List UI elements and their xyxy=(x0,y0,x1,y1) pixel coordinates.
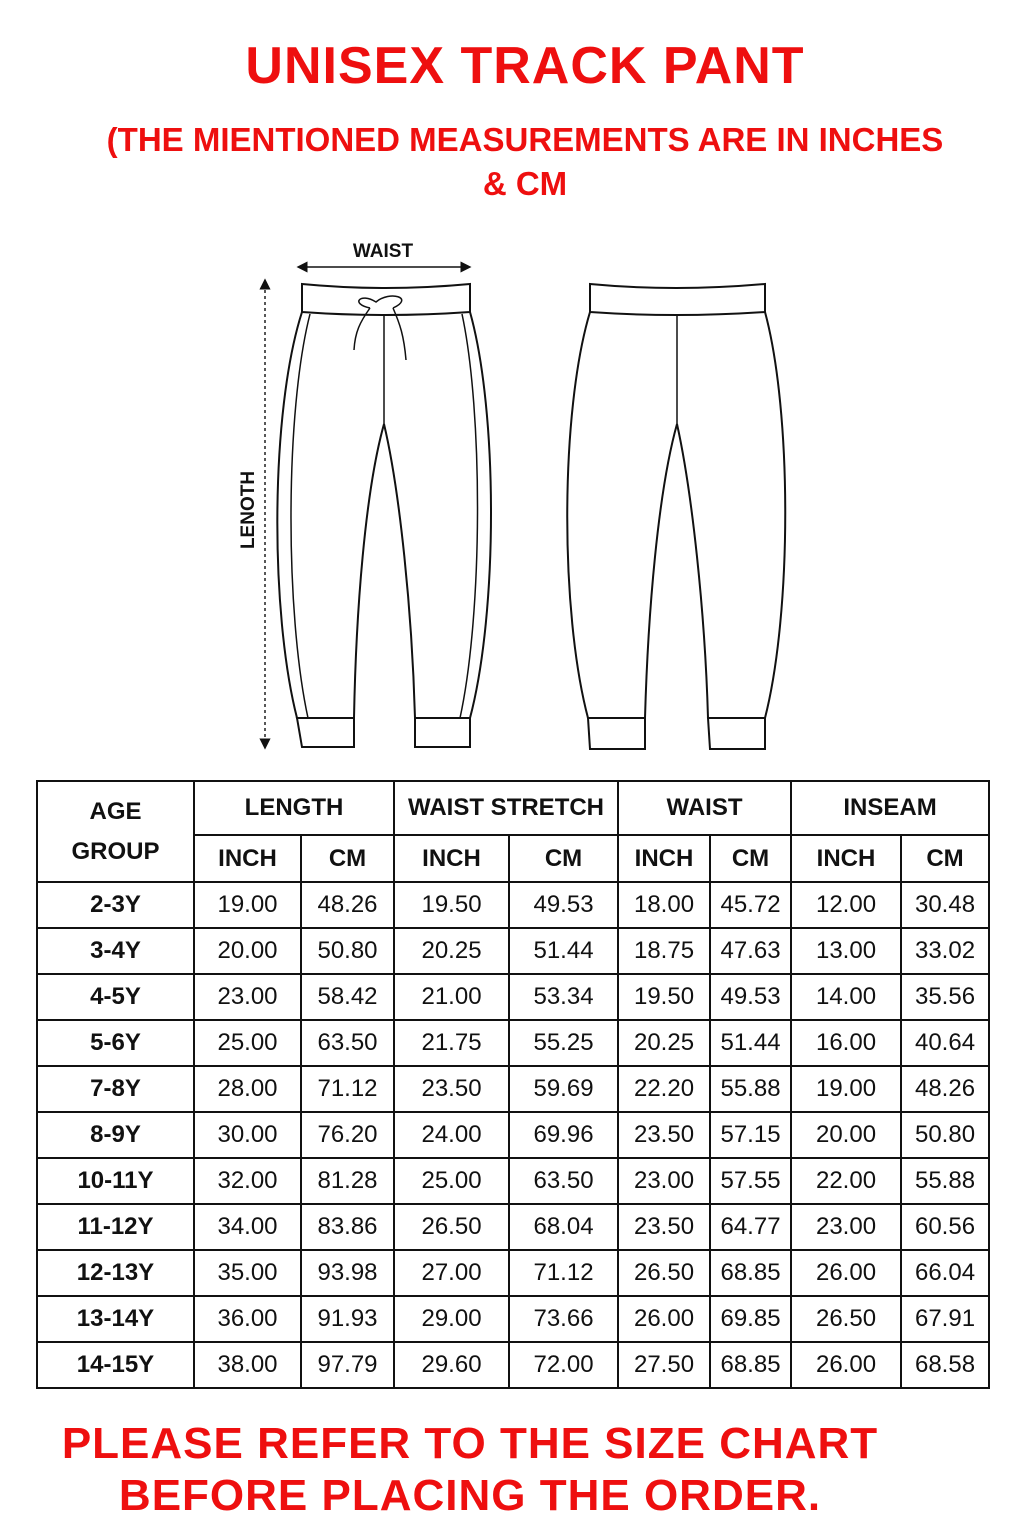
measurement-cell: 14.00 xyxy=(791,974,901,1020)
measurement-cell: 26.00 xyxy=(791,1250,901,1296)
measurement-cell: 20.25 xyxy=(394,928,509,974)
unit-header: INCH xyxy=(394,835,509,882)
measurement-cell: 59.69 xyxy=(509,1066,618,1112)
age-group-cell: 5-6Y xyxy=(37,1020,194,1066)
table-row xyxy=(37,882,989,928)
measurement-cell: 91.93 xyxy=(301,1296,394,1342)
measurement-cell: 19.00 xyxy=(194,882,301,928)
measurement-cell: 71.12 xyxy=(301,1066,394,1112)
measurement-cell: 83.86 xyxy=(301,1204,394,1250)
measurement-cell: 22.20 xyxy=(618,1066,710,1112)
measurement-cell: 18.00 xyxy=(618,882,710,928)
table-row xyxy=(37,1342,989,1388)
measurement-cell: 25.00 xyxy=(394,1158,509,1204)
measurement-cell: 27.50 xyxy=(618,1342,710,1388)
measurement-cell: 23.00 xyxy=(618,1158,710,1204)
unit-header: CM xyxy=(901,835,989,882)
measurement-cell: 51.44 xyxy=(509,928,618,974)
unit-header: INCH xyxy=(791,835,901,882)
unit-header: CM xyxy=(710,835,791,882)
measurement-cell: 50.80 xyxy=(301,928,394,974)
measurement-cell: 20.25 xyxy=(618,1020,710,1066)
measurement-cell: 19.50 xyxy=(618,974,710,1020)
measurement-cell: 93.98 xyxy=(301,1250,394,1296)
measurement-cell: 26.00 xyxy=(618,1296,710,1342)
size-chart-body xyxy=(37,882,989,1388)
measurement-cell: 69.96 xyxy=(509,1112,618,1158)
measurement-cell: 58.42 xyxy=(301,974,394,1020)
measurement-cell: 27.00 xyxy=(394,1250,509,1296)
measurement-cell: 51.44 xyxy=(710,1020,791,1066)
measurement-cell: 20.00 xyxy=(194,928,301,974)
age-group-header-line2: GROUP xyxy=(71,837,160,865)
measurement-cell: 73.66 xyxy=(509,1296,618,1342)
measurement-cell: 55.88 xyxy=(710,1066,791,1112)
age-group-cell: 12-13Y xyxy=(37,1250,194,1296)
measurement-cell: 60.56 xyxy=(901,1204,989,1250)
measurement-note-line2: & CM xyxy=(482,165,568,202)
measurement-cell: 40.64 xyxy=(901,1020,989,1066)
order-notice-line2: BEFORE PLACING THE ORDER. xyxy=(118,1471,822,1520)
length-header: LENGTH xyxy=(194,781,394,835)
measurement-cell: 28.00 xyxy=(194,1066,301,1112)
measurement-cell: 21.00 xyxy=(394,974,509,1020)
measurement-cell: 47.63 xyxy=(710,928,791,974)
measurement-cell: 30.00 xyxy=(194,1112,301,1158)
measurement-cell: 12.00 xyxy=(791,882,901,928)
measurement-cell: 76.20 xyxy=(301,1112,394,1158)
measurement-cell: 69.85 xyxy=(710,1296,791,1342)
measurement-cell: 13.00 xyxy=(791,928,901,974)
measurement-cell: 63.50 xyxy=(509,1158,618,1204)
measurement-cell: 26.50 xyxy=(791,1296,901,1342)
page-title: UNISEX TRACK PANT xyxy=(245,37,805,95)
table-row xyxy=(37,1250,989,1296)
table-row xyxy=(37,928,989,974)
measurement-cell: 23.00 xyxy=(791,1204,901,1250)
measurement-cell: 35.00 xyxy=(194,1250,301,1296)
measurement-cell: 19.50 xyxy=(394,882,509,928)
measurement-cell: 50.80 xyxy=(901,1112,989,1158)
front-pant-outline xyxy=(277,284,491,747)
measurement-cell: 36.00 xyxy=(194,1296,301,1342)
unit-header: CM xyxy=(301,835,394,882)
measurement-cell: 68.04 xyxy=(509,1204,618,1250)
measurement-cell: 22.00 xyxy=(791,1158,901,1204)
measurement-cell: 68.58 xyxy=(901,1342,989,1388)
age-group-cell: 2-3Y xyxy=(37,882,194,928)
measurement-cell: 35.56 xyxy=(901,974,989,1020)
table-row xyxy=(37,1158,989,1204)
table-row xyxy=(37,1112,989,1158)
measurement-cell: 32.00 xyxy=(194,1158,301,1204)
measurement-cell: 53.34 xyxy=(509,974,618,1020)
measurement-cell: 55.88 xyxy=(901,1158,989,1204)
unit-header: INCH xyxy=(194,835,301,882)
measurement-cell: 23.50 xyxy=(618,1112,710,1158)
age-group-cell: 14-15Y xyxy=(37,1342,194,1388)
measurement-cell: 26.50 xyxy=(394,1204,509,1250)
measurement-cell: 23.50 xyxy=(618,1204,710,1250)
measurement-cell: 81.28 xyxy=(301,1158,394,1204)
age-group-cell: 10-11Y xyxy=(37,1158,194,1204)
header-row-groups xyxy=(37,781,989,835)
length-label: LENOTH xyxy=(238,470,259,550)
table-row xyxy=(37,1296,989,1342)
measurement-cell: 49.53 xyxy=(509,882,618,928)
measurement-cell: 72.00 xyxy=(509,1342,618,1388)
age-group-header-line1: AGE xyxy=(89,797,142,825)
measurement-cell: 18.75 xyxy=(618,928,710,974)
measurement-cell: 33.02 xyxy=(901,928,989,974)
measurement-cell: 38.00 xyxy=(194,1342,301,1388)
order-notice-line1: PLEASE REFER TO THE SIZE CHART xyxy=(61,1419,879,1468)
measurement-cell: 23.50 xyxy=(394,1066,509,1112)
measurement-cell: 68.85 xyxy=(710,1342,791,1388)
pant-diagram xyxy=(230,232,800,762)
measurement-cell: 25.00 xyxy=(194,1020,301,1066)
pant-diagram-svg xyxy=(230,232,800,762)
measurement-cell: 66.04 xyxy=(901,1250,989,1296)
table-row xyxy=(37,1066,989,1112)
measurement-cell: 57.55 xyxy=(710,1158,791,1204)
measurement-cell: 24.00 xyxy=(394,1112,509,1158)
measurement-cell: 57.15 xyxy=(710,1112,791,1158)
age-group-cell: 4-5Y xyxy=(37,974,194,1020)
measurement-cell: 26.50 xyxy=(618,1250,710,1296)
back-pant-outline xyxy=(567,284,785,749)
measurement-cell: 71.12 xyxy=(509,1250,618,1296)
measurement-cell: 16.00 xyxy=(791,1020,901,1066)
measurement-cell: 45.72 xyxy=(710,882,791,928)
order-notice xyxy=(50,1418,890,1522)
waist-header: WAIST xyxy=(618,781,791,835)
measurement-cell: 68.85 xyxy=(710,1250,791,1296)
measurement-cell: 67.91 xyxy=(901,1296,989,1342)
measurement-note xyxy=(60,118,990,206)
measurement-cell: 26.00 xyxy=(791,1342,901,1388)
table-row xyxy=(37,974,989,1020)
inseam-header: INSEAM xyxy=(791,781,989,835)
table-row xyxy=(37,1204,989,1250)
age-group-cell: 8-9Y xyxy=(37,1112,194,1158)
measurement-cell: 49.53 xyxy=(710,974,791,1020)
measurement-cell: 48.26 xyxy=(301,882,394,928)
unit-header: CM xyxy=(509,835,618,882)
measurement-cell: 63.50 xyxy=(301,1020,394,1066)
measurement-cell: 55.25 xyxy=(509,1020,618,1066)
age-group-cell: 7-8Y xyxy=(37,1066,194,1112)
unit-header: INCH xyxy=(618,835,710,882)
measurement-cell: 48.26 xyxy=(901,1066,989,1112)
measurement-cell: 29.60 xyxy=(394,1342,509,1388)
measurement-cell: 20.00 xyxy=(791,1112,901,1158)
measurement-cell: 64.77 xyxy=(710,1204,791,1250)
measurement-cell: 97.79 xyxy=(301,1342,394,1388)
measurement-cell: 21.75 xyxy=(394,1020,509,1066)
waist-label: WAIST xyxy=(352,241,414,262)
size-chart-table xyxy=(36,780,990,1389)
waist-stretch-header: WAIST STRETCH xyxy=(394,781,618,835)
table-row xyxy=(37,1020,989,1066)
age-group-cell: 11-12Y xyxy=(37,1204,194,1250)
measurement-note-line1: (THE MIENTIONED MEASUREMENTS ARE IN INCHES xyxy=(106,121,944,158)
measurement-cell: 29.00 xyxy=(394,1296,509,1342)
measurement-cell: 23.00 xyxy=(194,974,301,1020)
age-group-header xyxy=(37,781,194,882)
age-group-cell: 3-4Y xyxy=(37,928,194,974)
measurement-cell: 19.00 xyxy=(791,1066,901,1112)
measurement-cell: 30.48 xyxy=(901,882,989,928)
age-group-cell: 13-14Y xyxy=(37,1296,194,1342)
measurement-cell: 34.00 xyxy=(194,1204,301,1250)
